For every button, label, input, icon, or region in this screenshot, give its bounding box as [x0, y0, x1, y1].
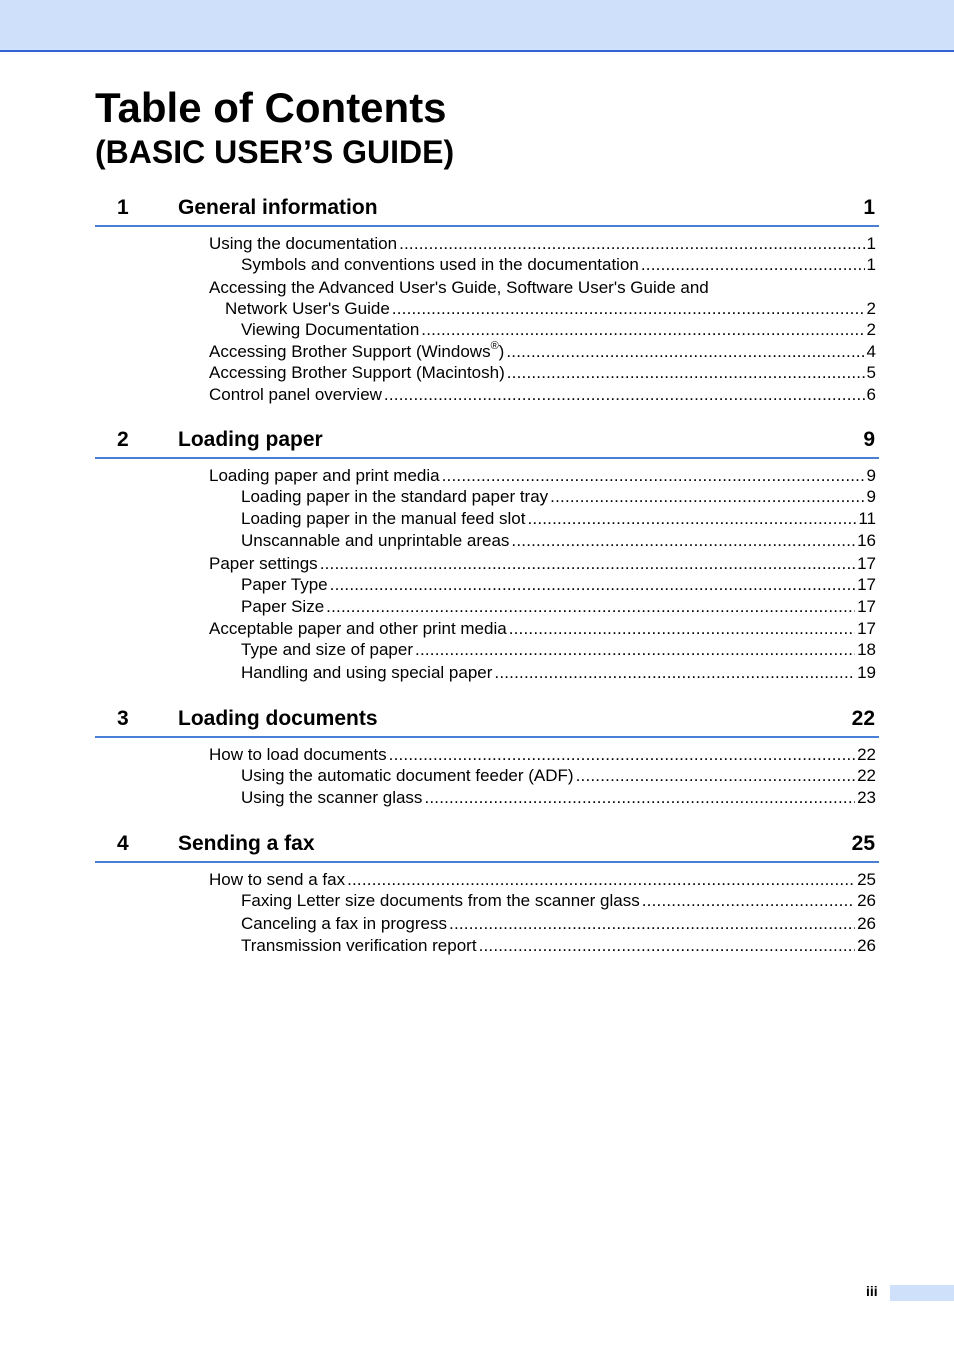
toc-entry-page: 17 — [857, 597, 876, 616]
toc-entry-page: 2 — [866, 299, 876, 318]
toc-entry-title: Using the documentation — [209, 234, 398, 253]
toc-entry-title: Transmission verification report — [241, 936, 477, 955]
toc-entry-title — [209, 341, 504, 363]
toc-entry[interactable] — [209, 744, 876, 766]
toc-entry[interactable] — [209, 869, 876, 891]
chapter-title: Sending a fax — [178, 832, 315, 855]
toc-entry-title-end: ) — [498, 342, 505, 361]
toc-entry-title: Unscannable and unprintable areas — [241, 531, 510, 550]
toc-entry-page: 16 — [857, 531, 876, 550]
chapter-page: 9 — [863, 428, 875, 451]
toc-subentry[interactable] — [241, 639, 876, 661]
toc-entry-page: 17 — [857, 619, 876, 638]
page-subtitle: (BASIC USER’S GUIDE) — [95, 134, 455, 170]
toc-entry-page: 9 — [866, 487, 876, 506]
toc-subentry[interactable] — [241, 765, 876, 787]
toc-entry-title: Loading paper in the manual feed slot — [241, 509, 526, 528]
toc-subentry[interactable] — [241, 935, 876, 957]
page-title: Table of Contents — [95, 84, 447, 131]
dot-leader — [347, 869, 855, 891]
registered-mark: ® — [490, 340, 499, 353]
chapter-title: Loading documents — [178, 707, 378, 730]
toc-entry-title: Faxing Letter size documents from the scanner glass — [241, 891, 640, 910]
toc-entry-title-main: Accessing Brother Support (Windows — [209, 342, 491, 361]
toc-entry-title: Loading paper and print media — [209, 466, 440, 485]
toc-entry-title-line2: Network User's Guide — [225, 299, 390, 318]
dot-leader — [389, 744, 855, 766]
toc-subentry[interactable] — [241, 662, 876, 684]
chapter-page: 22 — [851, 707, 875, 730]
toc-subentry[interactable] — [241, 254, 876, 276]
toc-entry-title: Type and size of paper — [241, 640, 414, 659]
toc-entry-page: 18 — [857, 640, 876, 659]
chapter-number: 3 — [117, 707, 129, 730]
toc-subentry[interactable] — [241, 787, 876, 809]
page-number: iii — [866, 1283, 878, 1299]
toc-entry-page: 2 — [866, 320, 876, 339]
toc-entry-title: Acceptable paper and other print media — [209, 619, 507, 638]
dot-leader — [392, 298, 865, 320]
dot-leader — [576, 765, 855, 787]
toc-entry[interactable] — [209, 465, 876, 487]
toc-entry-title: Handling and using special paper — [241, 663, 493, 682]
corner-tab — [890, 1285, 954, 1301]
chapter-page: 1 — [863, 196, 875, 219]
toc-subentry[interactable] — [241, 486, 876, 508]
toc-subentry[interactable] — [241, 574, 876, 596]
dot-leader — [326, 596, 855, 618]
toc-entry-title: Canceling a fax in progress — [241, 914, 448, 933]
dot-leader — [527, 508, 856, 530]
toc-entry-page: 22 — [857, 745, 876, 764]
toc-entry-title: Viewing Documentation — [241, 320, 420, 339]
toc-subentry[interactable] — [241, 913, 876, 935]
chapter-heading[interactable] — [95, 425, 879, 459]
dot-leader — [424, 787, 855, 809]
toc-entry-title: Using the automatic document feeder (ADF) — [241, 766, 574, 785]
toc-entry-page: 6 — [866, 385, 876, 404]
toc-entry-page: 23 — [857, 788, 876, 807]
toc-entry-page: 5 — [866, 363, 876, 382]
toc-entry-page: 17 — [857, 554, 876, 573]
toc-entry-title: Paper Size — [241, 597, 325, 616]
toc-entry-page: 22 — [857, 766, 876, 785]
toc-entry[interactable] — [225, 298, 876, 320]
toc-entry-title: Loading paper in the standard paper tray — [241, 487, 549, 506]
dot-leader — [509, 618, 855, 640]
chapter-heading[interactable] — [95, 704, 879, 738]
toc-entry[interactable] — [209, 384, 876, 406]
toc-entry-page: 19 — [857, 663, 876, 682]
chapter-number: 4 — [117, 832, 129, 855]
toc-entry-title: Paper Type — [241, 575, 328, 594]
toc-entry[interactable] — [209, 362, 876, 384]
dot-leader — [550, 486, 864, 508]
toc-entry-page: 17 — [857, 575, 876, 594]
toc-entry-title-line1[interactable]: Accessing the Advanced User's Guide, Software User's Guide and — [209, 278, 709, 297]
toc-entry-title: Paper settings — [209, 554, 318, 573]
chapter-heading[interactable] — [95, 829, 879, 863]
toc-entry-page: 1 — [866, 255, 876, 274]
dot-leader — [415, 639, 855, 661]
toc-entry-page: 1 — [866, 234, 876, 253]
dot-leader — [506, 341, 864, 363]
toc-subentry[interactable] — [241, 890, 876, 912]
toc-entry-title: How to load documents — [209, 745, 387, 764]
chapter-title: Loading paper — [178, 428, 323, 451]
toc-subentry[interactable] — [241, 596, 876, 618]
toc-entry[interactable] — [209, 553, 876, 575]
toc-entry-page: 26 — [857, 914, 876, 933]
toc-entry-title: Control panel overview — [209, 385, 382, 404]
toc-entry-title: How to send a fax — [209, 870, 346, 889]
chapter-title: General information — [178, 196, 378, 219]
dot-leader — [330, 574, 855, 596]
toc-entry-title: Accessing Brother Support (Macintosh) — [209, 363, 505, 382]
toc-entry-page: 25 — [857, 870, 876, 889]
toc-entry[interactable] — [209, 618, 876, 640]
toc-entry-title: Using the scanner glass — [241, 788, 423, 807]
toc-entry[interactable] — [209, 341, 876, 363]
chapter-heading[interactable] — [95, 193, 879, 227]
dot-leader — [479, 935, 856, 957]
dot-leader — [399, 233, 864, 255]
dot-leader — [442, 465, 865, 487]
toc-entry-page: 11 — [858, 509, 876, 528]
toc-subentry[interactable] — [241, 530, 876, 552]
toc-entry-page: 26 — [857, 891, 876, 910]
dot-leader — [384, 384, 865, 406]
toc-subentry[interactable] — [241, 319, 876, 341]
toc-entry-page: 9 — [866, 466, 876, 485]
dot-leader — [642, 890, 855, 912]
chapter-number: 2 — [117, 428, 129, 451]
dot-leader — [641, 254, 865, 276]
toc-subentry[interactable] — [241, 508, 876, 530]
toc-entry[interactable] — [209, 233, 876, 255]
chapter-number: 1 — [117, 196, 129, 219]
toc-entry-page: 26 — [857, 936, 876, 955]
chapter-page: 25 — [851, 832, 875, 855]
dot-leader — [421, 319, 864, 341]
toc-entry-title: Symbols and conventions used in the documentation — [241, 255, 639, 274]
dot-leader — [511, 530, 855, 552]
dot-leader — [320, 553, 855, 575]
dot-leader — [494, 662, 855, 684]
dot-leader — [507, 362, 865, 384]
dot-leader — [449, 913, 855, 935]
header-band — [0, 0, 954, 52]
toc-entry-page: 4 — [866, 342, 876, 361]
